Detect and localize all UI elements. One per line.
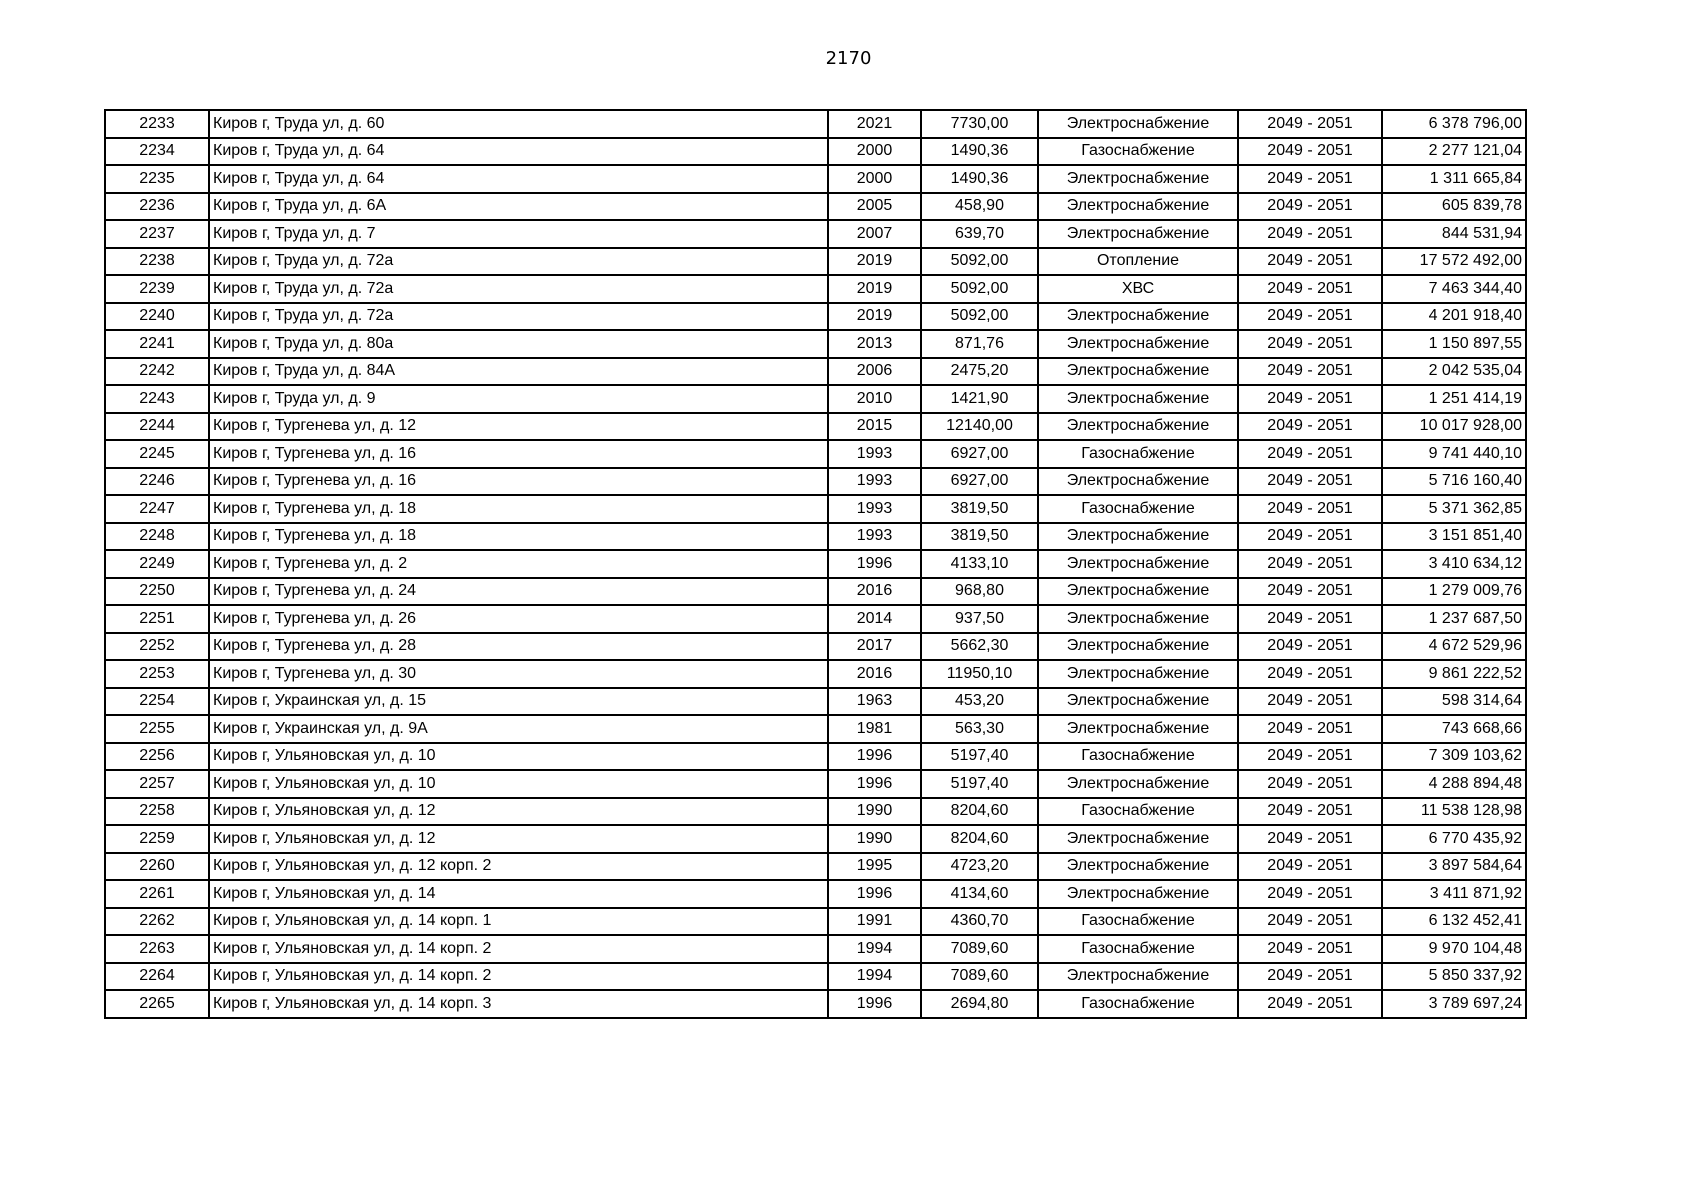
period-cell: 2049 - 2051 <box>1238 330 1382 358</box>
address-cell: Киров г, Ульяновская ул, д. 14 корп. 3 <box>209 990 828 1018</box>
row-number: 2263 <box>105 935 209 963</box>
cost-cell: 5 850 337,92 <box>1382 963 1526 991</box>
row-number: 2252 <box>105 633 209 661</box>
row-number: 2258 <box>105 798 209 826</box>
year-cell: 1996 <box>828 770 921 798</box>
table-row <box>105 193 1526 221</box>
work-type-cell: Газоснабжение <box>1038 935 1238 963</box>
page-number: 2170 <box>825 48 872 69</box>
address-cell: Киров г, Ульяновская ул, д. 14 корп. 2 <box>209 935 828 963</box>
table-row <box>105 550 1526 578</box>
table-row <box>105 743 1526 771</box>
address-cell: Киров г, Тургенева ул, д. 18 <box>209 495 828 523</box>
row-number: 2246 <box>105 468 209 496</box>
work-type-cell: Электроснабжение <box>1038 853 1238 881</box>
year-cell: 2019 <box>828 275 921 303</box>
row-number: 2237 <box>105 220 209 248</box>
work-type-cell: Отопление <box>1038 248 1238 276</box>
period-cell: 2049 - 2051 <box>1238 908 1382 936</box>
year-cell: 1981 <box>828 715 921 743</box>
address-cell: Киров г, Украинская ул, д. 9А <box>209 715 828 743</box>
period-cell: 2049 - 2051 <box>1238 110 1382 138</box>
year-cell: 1990 <box>828 798 921 826</box>
address-cell: Киров г, Тургенева ул, д. 16 <box>209 440 828 468</box>
year-cell: 1993 <box>828 523 921 551</box>
year-cell: 2014 <box>828 605 921 633</box>
area-cell: 871,76 <box>921 330 1038 358</box>
address-cell: Киров г, Ульяновская ул, д. 12 <box>209 825 828 853</box>
area-cell: 5092,00 <box>921 248 1038 276</box>
row-number: 2265 <box>105 990 209 1018</box>
row-number: 2254 <box>105 688 209 716</box>
area-cell: 6927,00 <box>921 440 1038 468</box>
address-cell: Киров г, Тургенева ул, д. 26 <box>209 605 828 633</box>
period-cell: 2049 - 2051 <box>1238 798 1382 826</box>
area-cell: 7089,60 <box>921 963 1038 991</box>
period-cell: 2049 - 2051 <box>1238 495 1382 523</box>
cost-cell: 6 770 435,92 <box>1382 825 1526 853</box>
year-cell: 1993 <box>828 495 921 523</box>
row-number: 2238 <box>105 248 209 276</box>
period-cell: 2049 - 2051 <box>1238 523 1382 551</box>
area-cell: 968,80 <box>921 578 1038 606</box>
year-cell: 2000 <box>828 165 921 193</box>
address-cell: Киров г, Тургенева ул, д. 12 <box>209 413 828 441</box>
cost-cell: 3 897 584,64 <box>1382 853 1526 881</box>
row-number: 2264 <box>105 963 209 991</box>
work-type-cell: Газоснабжение <box>1038 908 1238 936</box>
table-row <box>105 605 1526 633</box>
row-number: 2261 <box>105 880 209 908</box>
year-cell: 2006 <box>828 358 921 386</box>
area-cell: 453,20 <box>921 688 1038 716</box>
area-cell: 2475,20 <box>921 358 1038 386</box>
table-row <box>105 413 1526 441</box>
cost-cell: 6 132 452,41 <box>1382 908 1526 936</box>
area-cell: 8204,60 <box>921 798 1038 826</box>
table-row <box>105 275 1526 303</box>
registry-body <box>105 110 1526 1018</box>
row-number: 2243 <box>105 385 209 413</box>
area-cell: 4723,20 <box>921 853 1038 881</box>
period-cell: 2049 - 2051 <box>1238 440 1382 468</box>
cost-cell: 3 789 697,24 <box>1382 990 1526 1018</box>
year-cell: 2013 <box>828 330 921 358</box>
period-cell: 2049 - 2051 <box>1238 303 1382 331</box>
table-row <box>105 908 1526 936</box>
year-cell: 2005 <box>828 193 921 221</box>
address-cell: Киров г, Труда ул, д. 72а <box>209 248 828 276</box>
table-row <box>105 688 1526 716</box>
table-row <box>105 880 1526 908</box>
work-type-cell: Электроснабжение <box>1038 523 1238 551</box>
period-cell: 2049 - 2051 <box>1238 248 1382 276</box>
period-cell: 2049 - 2051 <box>1238 853 1382 881</box>
period-cell: 2049 - 2051 <box>1238 385 1382 413</box>
period-cell: 2049 - 2051 <box>1238 935 1382 963</box>
row-number: 2260 <box>105 853 209 881</box>
period-cell: 2049 - 2051 <box>1238 578 1382 606</box>
table-row <box>105 523 1526 551</box>
address-cell: Киров г, Труда ул, д. 7 <box>209 220 828 248</box>
area-cell: 5092,00 <box>921 303 1038 331</box>
row-number: 2253 <box>105 660 209 688</box>
year-cell: 2016 <box>828 660 921 688</box>
period-cell: 2049 - 2051 <box>1238 660 1382 688</box>
period-cell: 2049 - 2051 <box>1238 688 1382 716</box>
area-cell: 4133,10 <box>921 550 1038 578</box>
period-cell: 2049 - 2051 <box>1238 990 1382 1018</box>
address-cell: Киров г, Труда ул, д. 64 <box>209 165 828 193</box>
year-cell: 2019 <box>828 303 921 331</box>
address-cell: Киров г, Труда ул, д. 60 <box>209 110 828 138</box>
table-row <box>105 633 1526 661</box>
row-number: 2234 <box>105 138 209 166</box>
year-cell: 1994 <box>828 963 921 991</box>
area-cell: 11950,10 <box>921 660 1038 688</box>
area-cell: 4134,60 <box>921 880 1038 908</box>
cost-cell: 3 410 634,12 <box>1382 550 1526 578</box>
cost-cell: 9 741 440,10 <box>1382 440 1526 468</box>
row-number: 2240 <box>105 303 209 331</box>
period-cell: 2049 - 2051 <box>1238 605 1382 633</box>
cost-cell: 598 314,64 <box>1382 688 1526 716</box>
cost-cell: 5 716 160,40 <box>1382 468 1526 496</box>
address-cell: Киров г, Тургенева ул, д. 28 <box>209 633 828 661</box>
table-row <box>105 138 1526 166</box>
area-cell: 5197,40 <box>921 770 1038 798</box>
year-cell: 2000 <box>828 138 921 166</box>
work-type-cell: Электроснабжение <box>1038 605 1238 633</box>
period-cell: 2049 - 2051 <box>1238 358 1382 386</box>
year-cell: 1990 <box>828 825 921 853</box>
period-cell: 2049 - 2051 <box>1238 413 1382 441</box>
year-cell: 1996 <box>828 550 921 578</box>
table-row <box>105 935 1526 963</box>
area-cell: 639,70 <box>921 220 1038 248</box>
area-cell: 6927,00 <box>921 468 1038 496</box>
area-cell: 7730,00 <box>921 110 1038 138</box>
area-cell: 5662,30 <box>921 633 1038 661</box>
area-cell: 2694,80 <box>921 990 1038 1018</box>
work-type-cell: Электроснабжение <box>1038 385 1238 413</box>
period-cell: 2049 - 2051 <box>1238 715 1382 743</box>
cost-cell: 743 668,66 <box>1382 715 1526 743</box>
work-type-cell: Газоснабжение <box>1038 990 1238 1018</box>
work-type-cell: ХВС <box>1038 275 1238 303</box>
year-cell: 2015 <box>828 413 921 441</box>
work-type-cell: Электроснабжение <box>1038 468 1238 496</box>
table-row <box>105 110 1526 138</box>
table-row <box>105 468 1526 496</box>
address-cell: Киров г, Ульяновская ул, д. 14 <box>209 880 828 908</box>
work-type-cell: Электроснабжение <box>1038 165 1238 193</box>
period-cell: 2049 - 2051 <box>1238 825 1382 853</box>
period-cell: 2049 - 2051 <box>1238 165 1382 193</box>
table-row <box>105 660 1526 688</box>
cost-cell: 2 277 121,04 <box>1382 138 1526 166</box>
row-number: 2250 <box>105 578 209 606</box>
cost-cell: 1 251 414,19 <box>1382 385 1526 413</box>
row-number: 2256 <box>105 743 209 771</box>
address-cell: Киров г, Труда ул, д. 80а <box>209 330 828 358</box>
address-cell: Киров г, Труда ул, д. 9 <box>209 385 828 413</box>
address-cell: Киров г, Украинская ул, д. 15 <box>209 688 828 716</box>
table-row <box>105 248 1526 276</box>
year-cell: 1996 <box>828 880 921 908</box>
period-cell: 2049 - 2051 <box>1238 550 1382 578</box>
table-row <box>105 770 1526 798</box>
period-cell: 2049 - 2051 <box>1238 193 1382 221</box>
work-type-cell: Газоснабжение <box>1038 798 1238 826</box>
cost-cell: 11 538 128,98 <box>1382 798 1526 826</box>
cost-cell: 1 279 009,76 <box>1382 578 1526 606</box>
cost-cell: 10 017 928,00 <box>1382 413 1526 441</box>
period-cell: 2049 - 2051 <box>1238 138 1382 166</box>
year-cell: 2021 <box>828 110 921 138</box>
row-number: 2259 <box>105 825 209 853</box>
year-cell: 2007 <box>828 220 921 248</box>
area-cell: 5197,40 <box>921 743 1038 771</box>
cost-cell: 4 201 918,40 <box>1382 303 1526 331</box>
period-cell: 2049 - 2051 <box>1238 220 1382 248</box>
row-number: 2255 <box>105 715 209 743</box>
cost-cell: 844 531,94 <box>1382 220 1526 248</box>
year-cell: 1996 <box>828 990 921 1018</box>
year-cell: 1991 <box>828 908 921 936</box>
address-cell: Киров г, Труда ул, д. 84А <box>209 358 828 386</box>
address-cell: Киров г, Ульяновская ул, д. 10 <box>209 770 828 798</box>
address-cell: Киров г, Ульяновская ул, д. 12 корп. 2 <box>209 853 828 881</box>
row-number: 2233 <box>105 110 209 138</box>
cost-cell: 605 839,78 <box>1382 193 1526 221</box>
table-row <box>105 963 1526 991</box>
registry-table <box>104 109 1527 1019</box>
cost-cell: 2 042 535,04 <box>1382 358 1526 386</box>
work-type-cell: Газоснабжение <box>1038 495 1238 523</box>
cost-cell: 5 371 362,85 <box>1382 495 1526 523</box>
cost-cell: 9 970 104,48 <box>1382 935 1526 963</box>
address-cell: Киров г, Тургенева ул, д. 24 <box>209 578 828 606</box>
area-cell: 5092,00 <box>921 275 1038 303</box>
row-number: 2235 <box>105 165 209 193</box>
work-type-cell: Электроснабжение <box>1038 770 1238 798</box>
row-number: 2242 <box>105 358 209 386</box>
work-type-cell: Электроснабжение <box>1038 825 1238 853</box>
table-row <box>105 578 1526 606</box>
period-cell: 2049 - 2051 <box>1238 770 1382 798</box>
cost-cell: 4 288 894,48 <box>1382 770 1526 798</box>
work-type-cell: Электроснабжение <box>1038 688 1238 716</box>
work-type-cell: Электроснабжение <box>1038 330 1238 358</box>
work-type-cell: Электроснабжение <box>1038 550 1238 578</box>
cost-cell: 4 672 529,96 <box>1382 633 1526 661</box>
period-cell: 2049 - 2051 <box>1238 633 1382 661</box>
table-row <box>105 798 1526 826</box>
work-type-cell: Газоснабжение <box>1038 138 1238 166</box>
row-number: 2248 <box>105 523 209 551</box>
cost-cell: 17 572 492,00 <box>1382 248 1526 276</box>
table-row <box>105 220 1526 248</box>
period-cell: 2049 - 2051 <box>1238 468 1382 496</box>
address-cell: Киров г, Труда ул, д. 72а <box>209 303 828 331</box>
row-number: 2257 <box>105 770 209 798</box>
address-cell: Киров г, Тургенева ул, д. 30 <box>209 660 828 688</box>
table-row <box>105 990 1526 1018</box>
area-cell: 12140,00 <box>921 413 1038 441</box>
area-cell: 1421,90 <box>921 385 1038 413</box>
year-cell: 2010 <box>828 385 921 413</box>
year-cell: 1995 <box>828 853 921 881</box>
area-cell: 3819,50 <box>921 495 1038 523</box>
work-type-cell: Газоснабжение <box>1038 743 1238 771</box>
cost-cell: 1 150 897,55 <box>1382 330 1526 358</box>
area-cell: 937,50 <box>921 605 1038 633</box>
row-number: 2244 <box>105 413 209 441</box>
cost-cell: 6 378 796,00 <box>1382 110 1526 138</box>
work-type-cell: Электроснабжение <box>1038 715 1238 743</box>
table-row <box>105 853 1526 881</box>
period-cell: 2049 - 2051 <box>1238 880 1382 908</box>
year-cell: 2016 <box>828 578 921 606</box>
work-type-cell: Газоснабжение <box>1038 440 1238 468</box>
year-cell: 1963 <box>828 688 921 716</box>
work-type-cell: Электроснабжение <box>1038 963 1238 991</box>
row-number: 2241 <box>105 330 209 358</box>
table-row <box>105 385 1526 413</box>
address-cell: Киров г, Ульяновская ул, д. 10 <box>209 743 828 771</box>
address-cell: Киров г, Тургенева ул, д. 18 <box>209 523 828 551</box>
row-number: 2239 <box>105 275 209 303</box>
address-cell: Киров г, Ульяновская ул, д. 14 корп. 2 <box>209 963 828 991</box>
address-cell: Киров г, Ульяновская ул, д. 12 <box>209 798 828 826</box>
table-row <box>105 825 1526 853</box>
row-number: 2251 <box>105 605 209 633</box>
cost-cell: 7 463 344,40 <box>1382 275 1526 303</box>
row-number: 2236 <box>105 193 209 221</box>
address-cell: Киров г, Труда ул, д. 6А <box>209 193 828 221</box>
table-row <box>105 495 1526 523</box>
work-type-cell: Электроснабжение <box>1038 413 1238 441</box>
row-number: 2247 <box>105 495 209 523</box>
cost-cell: 9 861 222,52 <box>1382 660 1526 688</box>
year-cell: 2019 <box>828 248 921 276</box>
area-cell: 1490,36 <box>921 165 1038 193</box>
row-number: 2245 <box>105 440 209 468</box>
year-cell: 1993 <box>828 468 921 496</box>
work-type-cell: Электроснабжение <box>1038 633 1238 661</box>
table-row <box>105 165 1526 193</box>
cost-cell: 1 311 665,84 <box>1382 165 1526 193</box>
area-cell: 3819,50 <box>921 523 1038 551</box>
cost-cell: 3 151 851,40 <box>1382 523 1526 551</box>
address-cell: Киров г, Тургенева ул, д. 16 <box>209 468 828 496</box>
year-cell: 2017 <box>828 633 921 661</box>
area-cell: 1490,36 <box>921 138 1038 166</box>
year-cell: 1993 <box>828 440 921 468</box>
cost-cell: 3 411 871,92 <box>1382 880 1526 908</box>
area-cell: 458,90 <box>921 193 1038 221</box>
work-type-cell: Электроснабжение <box>1038 358 1238 386</box>
work-type-cell: Электроснабжение <box>1038 578 1238 606</box>
area-cell: 563,30 <box>921 715 1038 743</box>
area-cell: 4360,70 <box>921 908 1038 936</box>
row-number: 2262 <box>105 908 209 936</box>
work-type-cell: Электроснабжение <box>1038 303 1238 331</box>
work-type-cell: Электроснабжение <box>1038 880 1238 908</box>
table-row <box>105 715 1526 743</box>
year-cell: 1996 <box>828 743 921 771</box>
table-row <box>105 303 1526 331</box>
work-type-cell: Электроснабжение <box>1038 110 1238 138</box>
area-cell: 7089,60 <box>921 935 1038 963</box>
cost-cell: 7 309 103,62 <box>1382 743 1526 771</box>
table-row <box>105 440 1526 468</box>
table-row <box>105 330 1526 358</box>
table-row <box>105 358 1526 386</box>
work-type-cell: Электроснабжение <box>1038 220 1238 248</box>
address-cell: Киров г, Тургенева ул, д. 2 <box>209 550 828 578</box>
address-cell: Киров г, Ульяновская ул, д. 14 корп. 1 <box>209 908 828 936</box>
year-cell: 1994 <box>828 935 921 963</box>
period-cell: 2049 - 2051 <box>1238 743 1382 771</box>
area-cell: 8204,60 <box>921 825 1038 853</box>
period-cell: 2049 - 2051 <box>1238 963 1382 991</box>
cost-cell: 1 237 687,50 <box>1382 605 1526 633</box>
address-cell: Киров г, Труда ул, д. 64 <box>209 138 828 166</box>
work-type-cell: Электроснабжение <box>1038 660 1238 688</box>
row-number: 2249 <box>105 550 209 578</box>
address-cell: Киров г, Труда ул, д. 72а <box>209 275 828 303</box>
period-cell: 2049 - 2051 <box>1238 275 1382 303</box>
work-type-cell: Электроснабжение <box>1038 193 1238 221</box>
